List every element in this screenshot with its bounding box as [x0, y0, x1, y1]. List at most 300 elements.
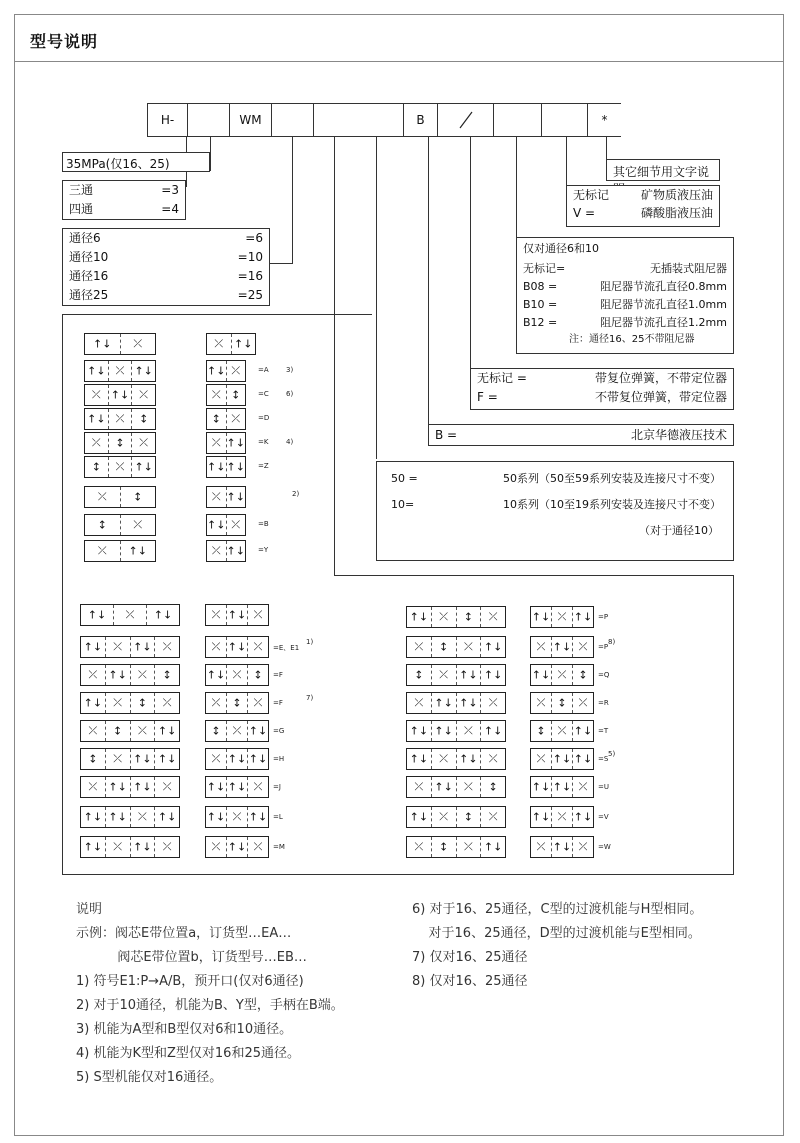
flow-arrow-icon: ↑↓: [434, 724, 453, 738]
flow-arrow-icon: ↕: [253, 668, 263, 682]
valve-position-cell: [155, 749, 179, 769]
valve-position-cell: [109, 409, 133, 429]
flow-arrow-icon: ⤫: [253, 780, 263, 793]
notes-right: [412, 898, 702, 994]
symbol-label: 8): [608, 638, 616, 646]
ways-row: [63, 200, 185, 219]
flow-arrow-icon: ↑↓: [531, 780, 551, 794]
symbol-label: =A: [258, 366, 269, 374]
note-line: 5) S型机能仅对16通径。: [76, 1070, 223, 1085]
ways-box: [62, 180, 186, 220]
valve-position-cell: [552, 837, 573, 857]
valve-position-cell: [573, 749, 593, 769]
spring-row: [471, 388, 733, 407]
valve-position-cell: [573, 721, 593, 741]
damper-value: 无插装式阻尼器: [650, 262, 727, 275]
flow-arrow-icon: ↕: [137, 696, 147, 710]
ways-label: 三通: [69, 183, 94, 197]
valve-position-cell: [147, 605, 179, 625]
valve-position-cell: [407, 693, 432, 713]
flow-arrow-icon: ⤫: [133, 518, 143, 531]
flow-arrow-icon: ↑↓: [483, 724, 503, 738]
flow-arrow-icon: ↑↓: [409, 752, 429, 766]
valve-position-cell: [432, 665, 457, 685]
valve-position-cell: [248, 721, 268, 741]
flow-arrow-icon: ↑↓: [83, 810, 103, 824]
flow-arrow-icon: ⤫: [139, 388, 149, 401]
symbol-label: =C: [258, 390, 269, 398]
flow-arrow-icon: ↕: [133, 490, 143, 504]
flow-arrow-icon: ↑↓: [409, 724, 429, 738]
fluid-value: 磷酸脂液压油: [640, 206, 713, 220]
valve-position-cell: [573, 607, 593, 627]
valve-position-cell: [155, 837, 179, 857]
flow-arrow-icon: ⤫: [125, 608, 135, 621]
valve-position-cell: [121, 487, 156, 507]
valve-position-cell: [457, 693, 482, 713]
valve-position-cell: [227, 665, 248, 685]
valve-position-cell: [227, 637, 248, 657]
symbol-label: 6): [286, 390, 294, 398]
slash-icon: [456, 110, 476, 130]
flow-arrow-icon: ⤫: [113, 840, 123, 853]
flow-arrow-icon: ↑↓: [573, 810, 593, 824]
flow-arrow-icon: ↕: [463, 610, 473, 624]
brand-label: B =: [435, 428, 458, 442]
flow-arrow-icon: ⤫: [211, 544, 221, 557]
valve-symbol: [530, 776, 594, 798]
valve-symbol: [84, 540, 156, 562]
size-box: [62, 228, 270, 306]
valve-position-cell: [227, 605, 248, 625]
damper-note: 注：通径16、25不带阻尼器: [569, 334, 695, 345]
code-cell-spool: [313, 103, 403, 137]
valve-position-cell: [227, 385, 246, 405]
pressure-text: 35MPa(仅16、25): [66, 157, 170, 171]
valve-symbol: [206, 333, 256, 355]
valve-position-cell: [81, 693, 106, 713]
flow-arrow-icon: ⤫: [88, 724, 98, 737]
flow-arrow-icon: ⤫: [578, 840, 588, 853]
valve-position-cell: [227, 361, 246, 381]
valve-position-cell: [106, 665, 131, 685]
valve-symbol: [530, 720, 594, 742]
flow-arrow-icon: ↑↓: [207, 518, 226, 532]
valve-position-cell: [227, 457, 246, 477]
flow-arrow-icon: ↕: [88, 752, 98, 766]
flow-arrow-icon: ⤫: [463, 840, 473, 853]
flow-arrow-icon: ⤫: [162, 640, 172, 653]
symbol-label: =L: [273, 813, 283, 821]
valve-position-cell: [552, 665, 573, 685]
fluid-label: 无标记: [573, 188, 610, 202]
valve-position-cell: [85, 541, 121, 561]
flow-arrow-icon: ⤫: [211, 752, 221, 765]
valve-position-cell: [573, 637, 593, 657]
valve-position-cell: [432, 607, 457, 627]
flow-arrow-icon: ↕: [463, 810, 473, 824]
fluid-row: [567, 204, 719, 222]
code-cell-damper: [541, 103, 587, 137]
valve-position-cell: [81, 637, 106, 657]
symbol-label: =P: [598, 613, 609, 621]
flow-arrow-icon: ⤫: [162, 840, 172, 853]
valve-position-cell: [457, 665, 482, 685]
valve-position-cell: [132, 361, 155, 381]
valve-symbol: [80, 806, 180, 828]
flow-arrow-icon: ↕: [439, 840, 449, 854]
valve-position-cell: [227, 721, 248, 741]
valve-symbol: [84, 514, 156, 536]
valve-symbol: [80, 664, 180, 686]
valve-position-cell: [531, 637, 552, 657]
flow-arrow-icon: ↑↓: [206, 668, 226, 682]
flow-arrow-icon: ↕: [414, 668, 424, 682]
valve-position-cell: [481, 665, 505, 685]
valve-position-cell: [85, 457, 109, 477]
valve-symbol: [84, 486, 156, 508]
valve-position-cell: [432, 721, 457, 741]
damper-row: [517, 314, 733, 332]
size-value: =10: [237, 250, 263, 264]
flow-arrow-icon: ↑↓: [133, 640, 152, 654]
valve-symbol: [205, 720, 269, 742]
valve-position-cell: [106, 807, 131, 827]
valve-position-cell: [131, 637, 156, 657]
size-value: =6: [245, 231, 263, 245]
flow-arrow-icon: ⤫: [439, 610, 449, 623]
flow-arrow-icon: ⤫: [557, 610, 567, 623]
flow-arrow-icon: ⤫: [91, 388, 101, 401]
valve-position-cell: [131, 665, 156, 685]
flow-arrow-icon: ⤫: [231, 518, 241, 531]
valve-symbol: [206, 360, 246, 382]
valve-position-cell: [85, 487, 121, 507]
valve-symbol: [206, 540, 246, 562]
valve-symbol: [406, 636, 506, 658]
valve-position-cell: [155, 693, 179, 713]
valve-position-cell: [132, 433, 155, 453]
flow-arrow-icon: ↕: [115, 436, 125, 450]
fluid-value: 矿物质液压油: [640, 188, 713, 202]
valve-position-cell: [132, 385, 155, 405]
damper-row: [517, 296, 733, 314]
damper-label: 无标记=: [523, 262, 566, 275]
valve-position-cell: [573, 665, 593, 685]
valve-position-cell: [457, 749, 482, 769]
note-line: 3) 机能为A型和B型仅对6和10通径。: [76, 1022, 293, 1037]
flow-arrow-icon: ⤫: [211, 840, 221, 853]
valve-position-cell: [121, 541, 156, 561]
flow-arrow-icon: ⤫: [88, 780, 98, 793]
flow-arrow-icon: ↕: [113, 724, 123, 738]
valve-symbol: [206, 456, 246, 478]
valve-position-cell: [207, 361, 227, 381]
flow-arrow-icon: ⤫: [211, 436, 221, 449]
valve-position-cell: [432, 807, 457, 827]
spring-label: F =: [477, 390, 498, 404]
valve-position-cell: [85, 515, 121, 535]
code-cell-size: [271, 103, 313, 137]
flow-arrow-icon: ↑↓: [434, 696, 453, 710]
flow-arrow-icon: ↑↓: [87, 364, 106, 378]
note-line: 6) 对于16、25通径，C型的过渡机能与H型相同。: [412, 902, 703, 917]
valve-position-cell: [531, 721, 552, 741]
note-line: 示例：阀芯E带位置a，订货型…EA…: [76, 926, 292, 941]
flow-arrow-icon: ↑↓: [226, 490, 245, 504]
flow-arrow-icon: ↑↓: [483, 668, 503, 682]
valve-position-cell: [552, 749, 573, 769]
valve-symbol: [406, 664, 506, 686]
leader-line: [376, 137, 377, 459]
flow-arrow-icon: ↕: [139, 412, 149, 426]
flow-arrow-icon: ↑↓: [226, 436, 245, 450]
valve-position-cell: [432, 637, 457, 657]
model-code-row: [147, 103, 621, 137]
flow-arrow-icon: ↑↓: [87, 412, 106, 426]
flow-arrow-icon: ↑↓: [83, 640, 103, 654]
flow-arrow-icon: ↑↓: [157, 752, 177, 766]
valve-symbol: [84, 384, 156, 406]
flow-arrow-icon: ↑↓: [573, 610, 593, 624]
flow-arrow-icon: ↑↓: [226, 544, 245, 558]
damper-value: 阻尼器节流孔直径0.8mm: [600, 280, 727, 293]
valve-symbol: [530, 748, 594, 770]
valve-symbol: [80, 720, 180, 742]
valve-position-cell: [227, 515, 246, 535]
flow-arrow-icon: ↑↓: [459, 696, 478, 710]
flow-arrow-icon: ↑↓: [227, 640, 247, 654]
flow-arrow-icon: ⤫: [439, 810, 449, 823]
symbol-label: =G: [273, 727, 285, 735]
valve-position-cell: [155, 721, 179, 741]
flow-arrow-icon: ↑↓: [573, 752, 593, 766]
damper-value: 阻尼器节流孔直径1.0mm: [600, 298, 727, 311]
valve-position-cell: [552, 637, 573, 657]
valve-position-cell: [85, 409, 109, 429]
valve-position-cell: [206, 605, 227, 625]
valve-position-cell: [407, 721, 432, 741]
valve-position-cell: [227, 409, 246, 429]
valve-position-cell: [109, 457, 133, 477]
valve-position-cell: [227, 541, 246, 561]
flow-arrow-icon: ⤫: [113, 696, 123, 709]
symbol-label: =E、E1: [273, 644, 300, 652]
valve-position-cell: [552, 777, 573, 797]
valve-symbol: [205, 836, 269, 858]
valve-symbol: [84, 432, 156, 454]
symbol-label: 5): [608, 750, 616, 758]
flow-arrow-icon: ⤫: [253, 608, 263, 621]
fluid-label: V =: [573, 206, 596, 220]
valve-position-cell: [407, 749, 432, 769]
flow-arrow-icon: ⤫: [414, 780, 424, 793]
valve-symbol: [530, 692, 594, 714]
valve-position-cell: [552, 807, 573, 827]
flow-arrow-icon: ⤫: [578, 780, 588, 793]
flow-arrow-icon: ↕: [488, 780, 498, 794]
note-line: 8) 仅对16、25通径: [412, 974, 528, 989]
flow-arrow-icon: ⤫: [211, 640, 221, 653]
valve-position-cell: [457, 637, 482, 657]
ways-row: [63, 181, 185, 200]
flow-arrow-icon: ↑↓: [108, 780, 127, 794]
valve-position-cell: [531, 607, 552, 627]
flow-arrow-icon: ↑↓: [206, 780, 226, 794]
note-line: 对于16、25通径，D型的过渡机能与E型相同。: [412, 926, 701, 941]
ways-value: =3: [161, 183, 179, 197]
valve-symbol: [406, 720, 506, 742]
flow-arrow-icon: ⤫: [439, 752, 449, 765]
flow-arrow-icon: ⤫: [439, 668, 449, 681]
flow-arrow-icon: ↑↓: [227, 752, 247, 766]
flow-arrow-icon: ↑↓: [483, 640, 503, 654]
flow-arrow-icon: ⤫: [488, 696, 498, 709]
flow-arrow-icon: ↑↓: [128, 544, 147, 558]
valve-position-cell: [206, 777, 227, 797]
valve-symbol: [205, 806, 269, 828]
code-cell-spring: [493, 103, 541, 137]
valve-position-cell: [407, 807, 432, 827]
other-text: 其它细节用文字说: [613, 165, 710, 179]
valve-position-cell: [206, 665, 227, 685]
flow-arrow-icon: ↑↓: [110, 388, 130, 402]
symbol-label: =K: [258, 438, 269, 446]
valve-symbol: [406, 776, 506, 798]
flow-arrow-icon: ↑↓: [483, 840, 503, 854]
damper-row: [517, 278, 733, 296]
flow-arrow-icon: ↑↓: [459, 668, 478, 682]
symbol-label: 1): [306, 638, 314, 646]
valve-position-cell: [106, 637, 131, 657]
title-bar: [14, 14, 784, 62]
valve-position-cell: [109, 433, 133, 453]
valve-position-cell: [206, 837, 227, 857]
valve-position-cell: [81, 807, 106, 827]
valve-position-cell: [207, 385, 227, 405]
symbol-label: =B: [258, 520, 269, 528]
flow-arrow-icon: ↑↓: [133, 840, 152, 854]
valve-symbol: [406, 806, 506, 828]
valve-position-cell: [81, 665, 106, 685]
symbol-label: =F: [273, 671, 283, 679]
size-label: 通径25: [69, 288, 109, 302]
valve-position-cell: [407, 837, 432, 857]
valve-symbol: [206, 384, 246, 406]
valve-position-cell: [155, 777, 179, 797]
size-label: 通径16: [69, 269, 109, 283]
symbol-label: =R: [598, 699, 609, 707]
valve-position-cell: [227, 807, 248, 827]
valve-position-cell: [207, 457, 227, 477]
symbol-label: =S: [598, 755, 609, 763]
flow-arrow-icon: ⤫: [414, 640, 424, 653]
valve-position-cell: [552, 607, 573, 627]
flow-arrow-icon: ⤫: [214, 337, 224, 350]
valve-position-cell: [481, 807, 505, 827]
damper-row: [517, 260, 733, 278]
valve-symbol: [205, 636, 269, 658]
valve-position-cell: [407, 637, 432, 657]
flow-arrow-icon: ⤫: [557, 668, 567, 681]
valve-symbol: [80, 692, 180, 714]
flow-arrow-icon: ↕: [91, 460, 101, 474]
leader-line: [516, 137, 517, 237]
valve-position-cell: [81, 749, 106, 769]
size-value: =25: [237, 288, 263, 302]
valve-position-cell: [155, 665, 179, 685]
flow-arrow-icon: ↑↓: [83, 696, 103, 710]
valve-symbol: [80, 836, 180, 858]
valve-symbol: [80, 636, 180, 658]
flow-arrow-icon: ↑↓: [409, 610, 429, 624]
leader-line: [292, 137, 293, 263]
size-label: 通径10: [69, 250, 109, 264]
size-row: [63, 248, 269, 267]
flow-arrow-icon: ⤫: [536, 640, 546, 653]
flow-arrow-icon: ↑↓: [552, 840, 572, 854]
flow-arrow-icon: ↑↓: [234, 337, 253, 351]
other-box: [606, 159, 720, 181]
flow-arrow-icon: ⤫: [162, 780, 172, 793]
valve-position-cell: [207, 433, 227, 453]
valve-position-cell: [457, 777, 482, 797]
flow-arrow-icon: ⤫: [137, 810, 147, 823]
valve-position-cell: [457, 837, 482, 857]
valve-symbol: [530, 806, 594, 828]
flow-arrow-icon: ⤫: [232, 810, 242, 823]
flow-arrow-icon: ⤫: [211, 696, 221, 709]
valve-position-cell: [106, 837, 131, 857]
valve-position-cell: [227, 837, 248, 857]
series-label: 50 =: [391, 472, 418, 485]
flow-arrow-icon: ↕: [211, 412, 221, 426]
flow-arrow-icon: ↑↓: [227, 780, 247, 794]
size-row: [63, 286, 269, 305]
valve-symbol: [406, 836, 506, 858]
brand-row: [429, 425, 733, 445]
valve-position-cell: [481, 607, 505, 627]
size-row: [63, 229, 269, 248]
valve-position-cell: [206, 693, 227, 713]
valve-position-cell: [206, 749, 227, 769]
valve-position-cell: [573, 777, 593, 797]
valve-position-cell: [432, 749, 457, 769]
valve-position-cell: [85, 361, 109, 381]
flow-arrow-icon: ↑↓: [93, 337, 112, 351]
flow-arrow-icon: ⤫: [463, 780, 473, 793]
valve-position-cell: [114, 605, 147, 625]
valve-position-cell: [531, 749, 552, 769]
valve-position-cell: [531, 837, 552, 857]
code-cell-type: H-: [147, 103, 187, 137]
valve-position-cell: [457, 721, 482, 741]
valve-position-cell: [106, 777, 131, 797]
flow-arrow-icon: ↑↓: [459, 752, 478, 766]
valve-position-cell: [227, 777, 248, 797]
valve-position-cell: [121, 515, 156, 535]
leader-line: [270, 263, 293, 264]
flow-arrow-icon: ↕: [439, 640, 449, 654]
flow-arrow-icon: ⤫: [139, 436, 149, 449]
valve-position-cell: [248, 749, 268, 769]
symbol-label: =Q: [598, 671, 610, 679]
flow-arrow-icon: ↕: [578, 668, 588, 682]
flow-arrow-icon: ⤫: [536, 840, 546, 853]
valve-symbol: [80, 748, 180, 770]
valve-position-cell: [206, 721, 227, 741]
valve-position-cell: [131, 837, 156, 857]
